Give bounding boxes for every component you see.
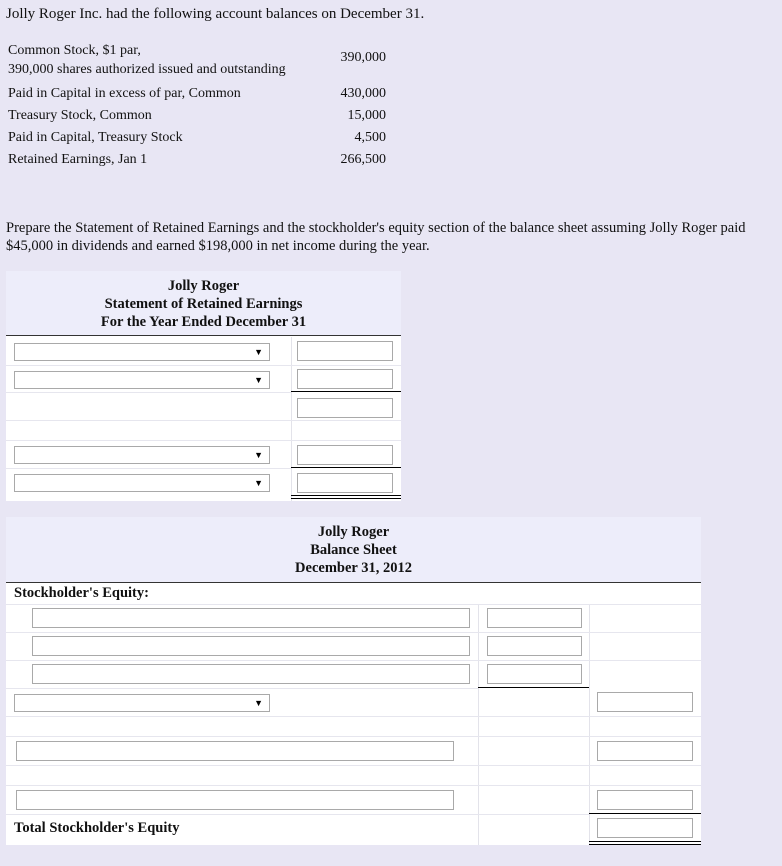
retained-row5-account-select[interactable] <box>14 474 270 492</box>
retained-earnings-header <box>6 271 401 335</box>
account-row-treasury-stock <box>8 105 388 127</box>
equity-row3-amount-input[interactable] <box>487 664 582 684</box>
equity-row1-amount-input[interactable] <box>487 608 582 628</box>
total-equity-label: Total Stockholder's Equity <box>14 820 180 836</box>
retained-row2-account-select[interactable] <box>14 371 270 389</box>
retained-row1-amount-input[interactable] <box>297 341 393 361</box>
equity-row1-description-input[interactable] <box>32 608 470 628</box>
statement-period: For the Year Ended December 31 <box>100 314 307 330</box>
equity-row6-description-input[interactable] <box>16 790 454 810</box>
column-separator <box>589 604 590 845</box>
total-equity-amount-input[interactable] <box>597 818 693 838</box>
account-value: 430,000 <box>340 86 386 101</box>
account-row-common-stock <box>8 41 388 83</box>
equity-row2-description-input[interactable] <box>32 636 470 656</box>
chevron-down-icon: ▼ <box>254 375 263 385</box>
retained-row5-amount-input[interactable] <box>297 473 393 493</box>
chevron-down-icon: ▼ <box>254 698 263 708</box>
instructions-text: Prepare the Statement of Retained Earnings and the stockholder's equity section of the balance sheet assuming Jolly Roger paid $45,000 in dividends and earned $198,000 in net income during the year. <box>6 220 746 254</box>
column-separator <box>291 337 292 501</box>
equity-row3-description-input[interactable] <box>32 664 470 684</box>
account-row-retained-earnings <box>8 149 388 171</box>
row-divider <box>6 814 589 815</box>
subtotal-rule <box>589 813 701 814</box>
row-divider <box>6 392 291 393</box>
row-divider <box>6 660 701 661</box>
statement-title: Statement of Retained Earnings <box>104 296 303 312</box>
account-row-paid-in-capital-treasury <box>8 127 388 149</box>
total-double-rule <box>291 495 401 499</box>
equity-row5-amount-input[interactable] <box>597 741 693 761</box>
account-row-paid-in-capital <box>8 83 388 105</box>
subtotal-rule <box>291 391 401 392</box>
account-value: 15,000 <box>347 108 386 123</box>
account-label: Common Stock, $1 par, <box>8 43 141 58</box>
company-name: Jolly Roger <box>317 524 390 540</box>
account-value: 266,500 <box>340 152 386 167</box>
account-balances-table <box>8 41 388 171</box>
chevron-down-icon: ▼ <box>254 347 263 357</box>
balance-sheet-panel <box>6 517 701 845</box>
retained-row4-amount-input[interactable] <box>297 445 393 465</box>
retained-row1-account-select[interactable] <box>14 343 270 361</box>
subtotal-rule <box>291 467 401 468</box>
column-separator <box>478 604 479 845</box>
company-name: Jolly Roger <box>167 278 240 294</box>
account-label: Paid in Capital, Treasury Stock <box>8 130 183 145</box>
equity-row4-amount-input[interactable] <box>597 692 693 712</box>
row-divider <box>6 604 701 605</box>
row-divider <box>6 765 701 766</box>
chevron-down-icon: ▼ <box>254 478 263 488</box>
account-label-line2: 390,000 shares authorized issued and outstanding <box>8 62 286 77</box>
subtotal-rule <box>478 687 589 688</box>
equity-row2-amount-input[interactable] <box>487 636 582 656</box>
retained-row3-amount-input[interactable] <box>297 398 393 418</box>
row-divider <box>6 716 701 717</box>
stockholders-equity-label: Stockholder's Equity: <box>14 585 149 601</box>
equity-row6-amount-input[interactable] <box>597 790 693 810</box>
intro-text: Jolly Roger Inc. had the following account balances on December 31. <box>6 6 425 22</box>
retained-row2-amount-input[interactable] <box>297 369 393 389</box>
retained-earnings-panel <box>6 271 401 501</box>
account-label: Treasury Stock, Common <box>8 108 152 123</box>
row-divider <box>6 632 701 633</box>
balance-sheet-header <box>6 517 701 582</box>
total-double-rule <box>589 841 701 845</box>
header-rule <box>6 335 401 336</box>
account-value: 390,000 <box>340 50 386 65</box>
equity-row5-description-input[interactable] <box>16 741 454 761</box>
retained-row4-account-select[interactable] <box>14 446 270 464</box>
row-divider <box>6 785 701 786</box>
statement-title: Balance Sheet <box>310 542 397 558</box>
row-divider <box>6 736 701 737</box>
account-label: Paid in Capital in excess of par, Common <box>8 86 241 101</box>
row-divider <box>6 365 401 366</box>
statement-date: December 31, 2012 <box>295 560 412 576</box>
row-divider <box>6 420 401 421</box>
equity-row4-account-select[interactable] <box>14 694 270 712</box>
account-value: 4,500 <box>354 130 386 145</box>
account-label: Retained Earnings, Jan 1 <box>8 152 148 167</box>
row-divider <box>6 440 401 441</box>
chevron-down-icon: ▼ <box>254 450 263 460</box>
row-divider <box>6 688 478 689</box>
row-divider <box>6 468 291 469</box>
header-rule <box>6 582 701 583</box>
